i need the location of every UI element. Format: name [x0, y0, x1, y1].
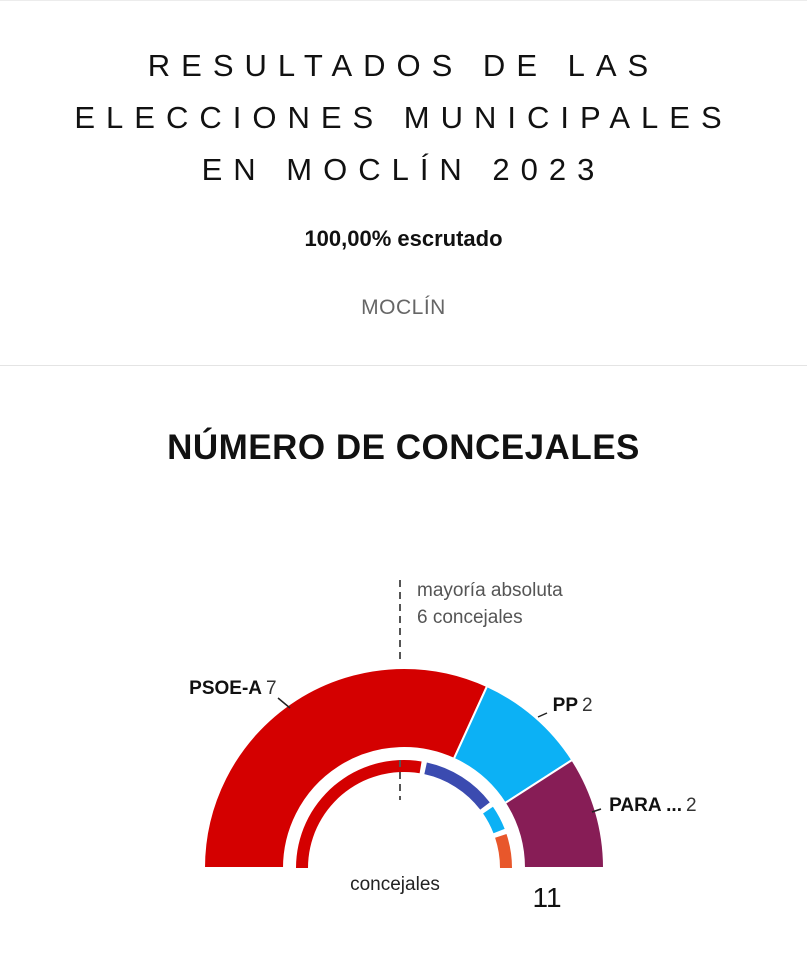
title-line-3: EN MOCLÍN 2023 — [201, 152, 606, 187]
party-seats-para: 2 — [686, 795, 697, 816]
center-label: concejales — [350, 874, 440, 895]
party-name-psoe-a: PSOE-A — [189, 678, 262, 699]
leader-line-pp — [538, 713, 547, 717]
municipality-name: MOCLÍN — [361, 296, 446, 319]
party-name-para: PARA ... — [609, 795, 682, 816]
title-line-1: RESULTADOS DE LAS — [147, 48, 660, 83]
party-name-pp: PP — [552, 695, 578, 716]
leader-line-psoe-a — [278, 698, 290, 708]
majority-label: mayoría absoluta — [417, 580, 563, 601]
majority-seats-label: 6 concejales — [417, 607, 523, 628]
party-seats-pp: 2 — [582, 695, 593, 716]
inner-ring-segment — [495, 834, 512, 868]
scrutiny-status: 100,00% escrutado — [304, 226, 503, 251]
total-seats: 11 — [532, 882, 562, 913]
party-seats-psoe-a: 7 — [266, 678, 277, 699]
section-title: NÚMERO DE CONCEJALES — [167, 428, 640, 467]
inner-ring-segment — [483, 807, 505, 834]
title-line-2: ELECCIONES MUNICIPALES — [74, 100, 733, 135]
